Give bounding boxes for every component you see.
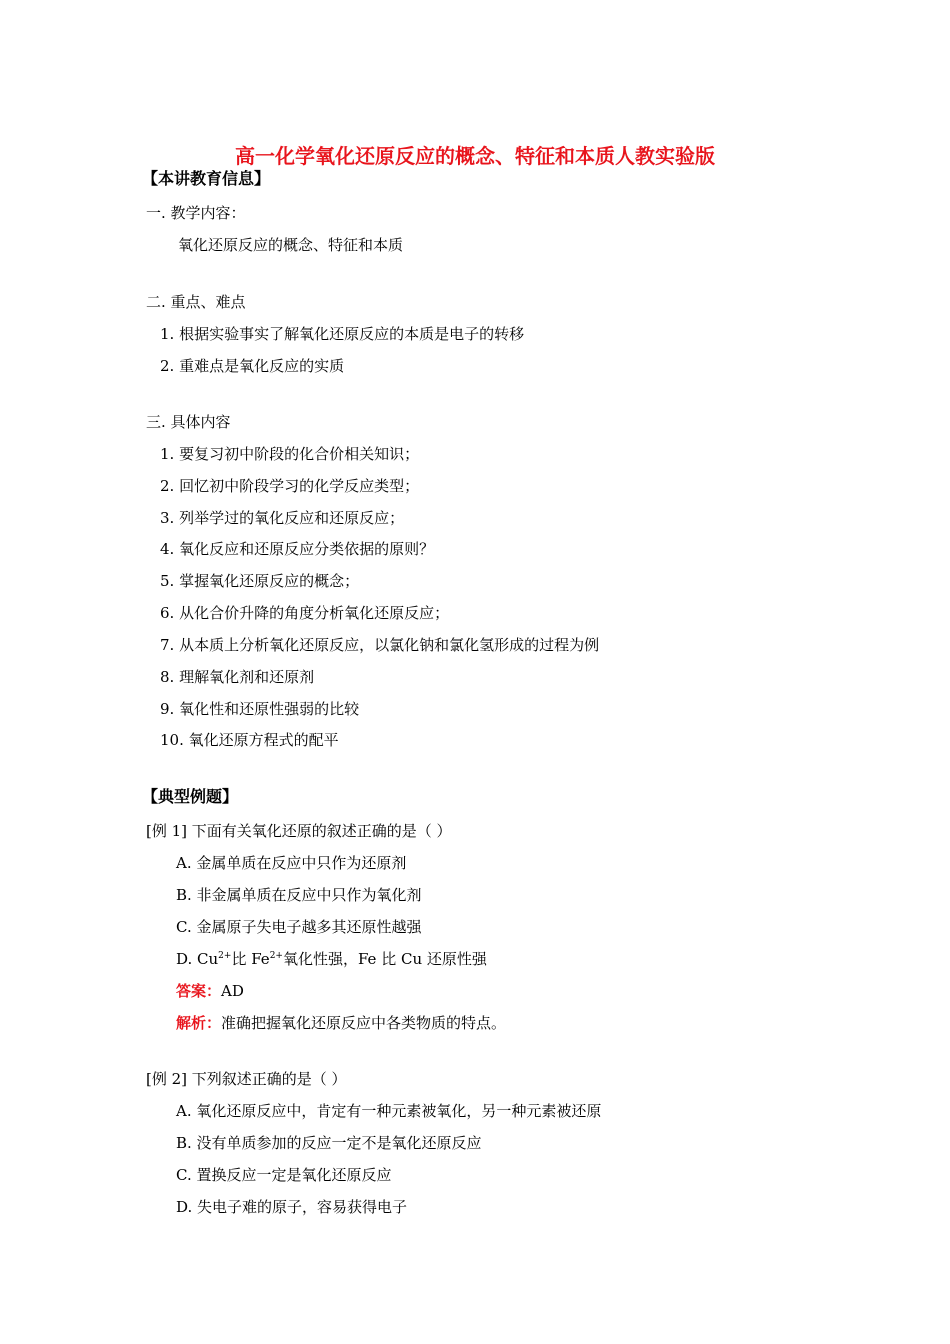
example-1-answer: 答案：AD (176, 982, 244, 1000)
example-1-question: [例 1] 下面有关氧化还原的叙述正确的是（ ） (146, 822, 452, 840)
section-3-item: 6. 从化合价升降的角度分析氧化还原反应； (160, 604, 450, 622)
answer-label: 答案： (176, 982, 222, 1000)
section-3-item: 8. 理解氧化剂和还原剂 (160, 668, 315, 686)
section-2-item: 1. 根据实验事实了解氧化还原反应的本质是电子的转移 (160, 325, 525, 343)
section-1-body: 氧化还原反应的概念、特征和本质 (178, 236, 404, 254)
examples-header: 【典型例题】 (142, 787, 239, 806)
section-3-item: 4. 氧化反应和还原反应分类依据的原则？ (160, 540, 435, 558)
example-2-question: [例 2] 下列叙述正确的是（ ） (146, 1070, 347, 1088)
page-title: 高一化学氧化还原反应的概念、特征和本质人教实验版 (235, 144, 715, 168)
info-header: 【本讲教育信息】 (142, 169, 271, 188)
example-1-option-c: C. 金属原子失电子越多其还原性越强 (176, 918, 422, 936)
section-3-item: 10. 氧化还原方程式的配平 (160, 731, 339, 749)
example-2-option-c: C. 置换反应一定是氧化还原反应 (176, 1166, 392, 1184)
section-3-item: 7. 从本质上分析氧化还原反应，以氯化钠和氯化氢形成的过程为例 (160, 636, 600, 654)
section-3-item: 2. 回忆初中阶段学习的化学反应类型； (160, 477, 420, 495)
example-1-option-a: A. 金属单质在反应中只作为还原剂 (176, 854, 407, 872)
section-3-label: 三. 具体内容 (146, 413, 231, 431)
section-3-item: 5. 掌握氧化还原反应的概念； (160, 572, 360, 590)
section-3-item: 9. 氧化性和还原性强弱的比较 (160, 700, 360, 718)
section-2-item: 2. 重难点是氧化反应的实质 (160, 357, 345, 375)
section-3-item: 1. 要复习初中阶段的化合价相关知识； (160, 445, 420, 463)
section-2-label: 二. 重点、难点 (146, 293, 246, 311)
example-1-option-b: B. 非金属单质在反应中只作为氧化剂 (176, 886, 422, 904)
section-1-label: 一. 教学内容： (146, 204, 246, 222)
example-1-option-d: D. $Cu^{2+}$比 $Fe^{2+}$氧化性强，Fe 比 Cu 还原性强 (176, 950, 487, 968)
example-2-option-a: A. 氧化还原反应中，肯定有一种元素被氧化，另一种元素被还原 (176, 1102, 602, 1120)
example-2-option-d: D. 失电子难的原子，容易获得电子 (176, 1198, 408, 1216)
example-1-analysis: 解析：准确把握氧化还原反应中各类物质的特点。 (176, 1014, 507, 1032)
example-2-option-b: B. 没有单质参加的反应一定不是氧化还原反应 (176, 1134, 482, 1152)
analysis-label: 解析： (176, 1014, 222, 1032)
section-3-item: 3. 列举学过的氧化反应和还原反应； (160, 509, 405, 527)
